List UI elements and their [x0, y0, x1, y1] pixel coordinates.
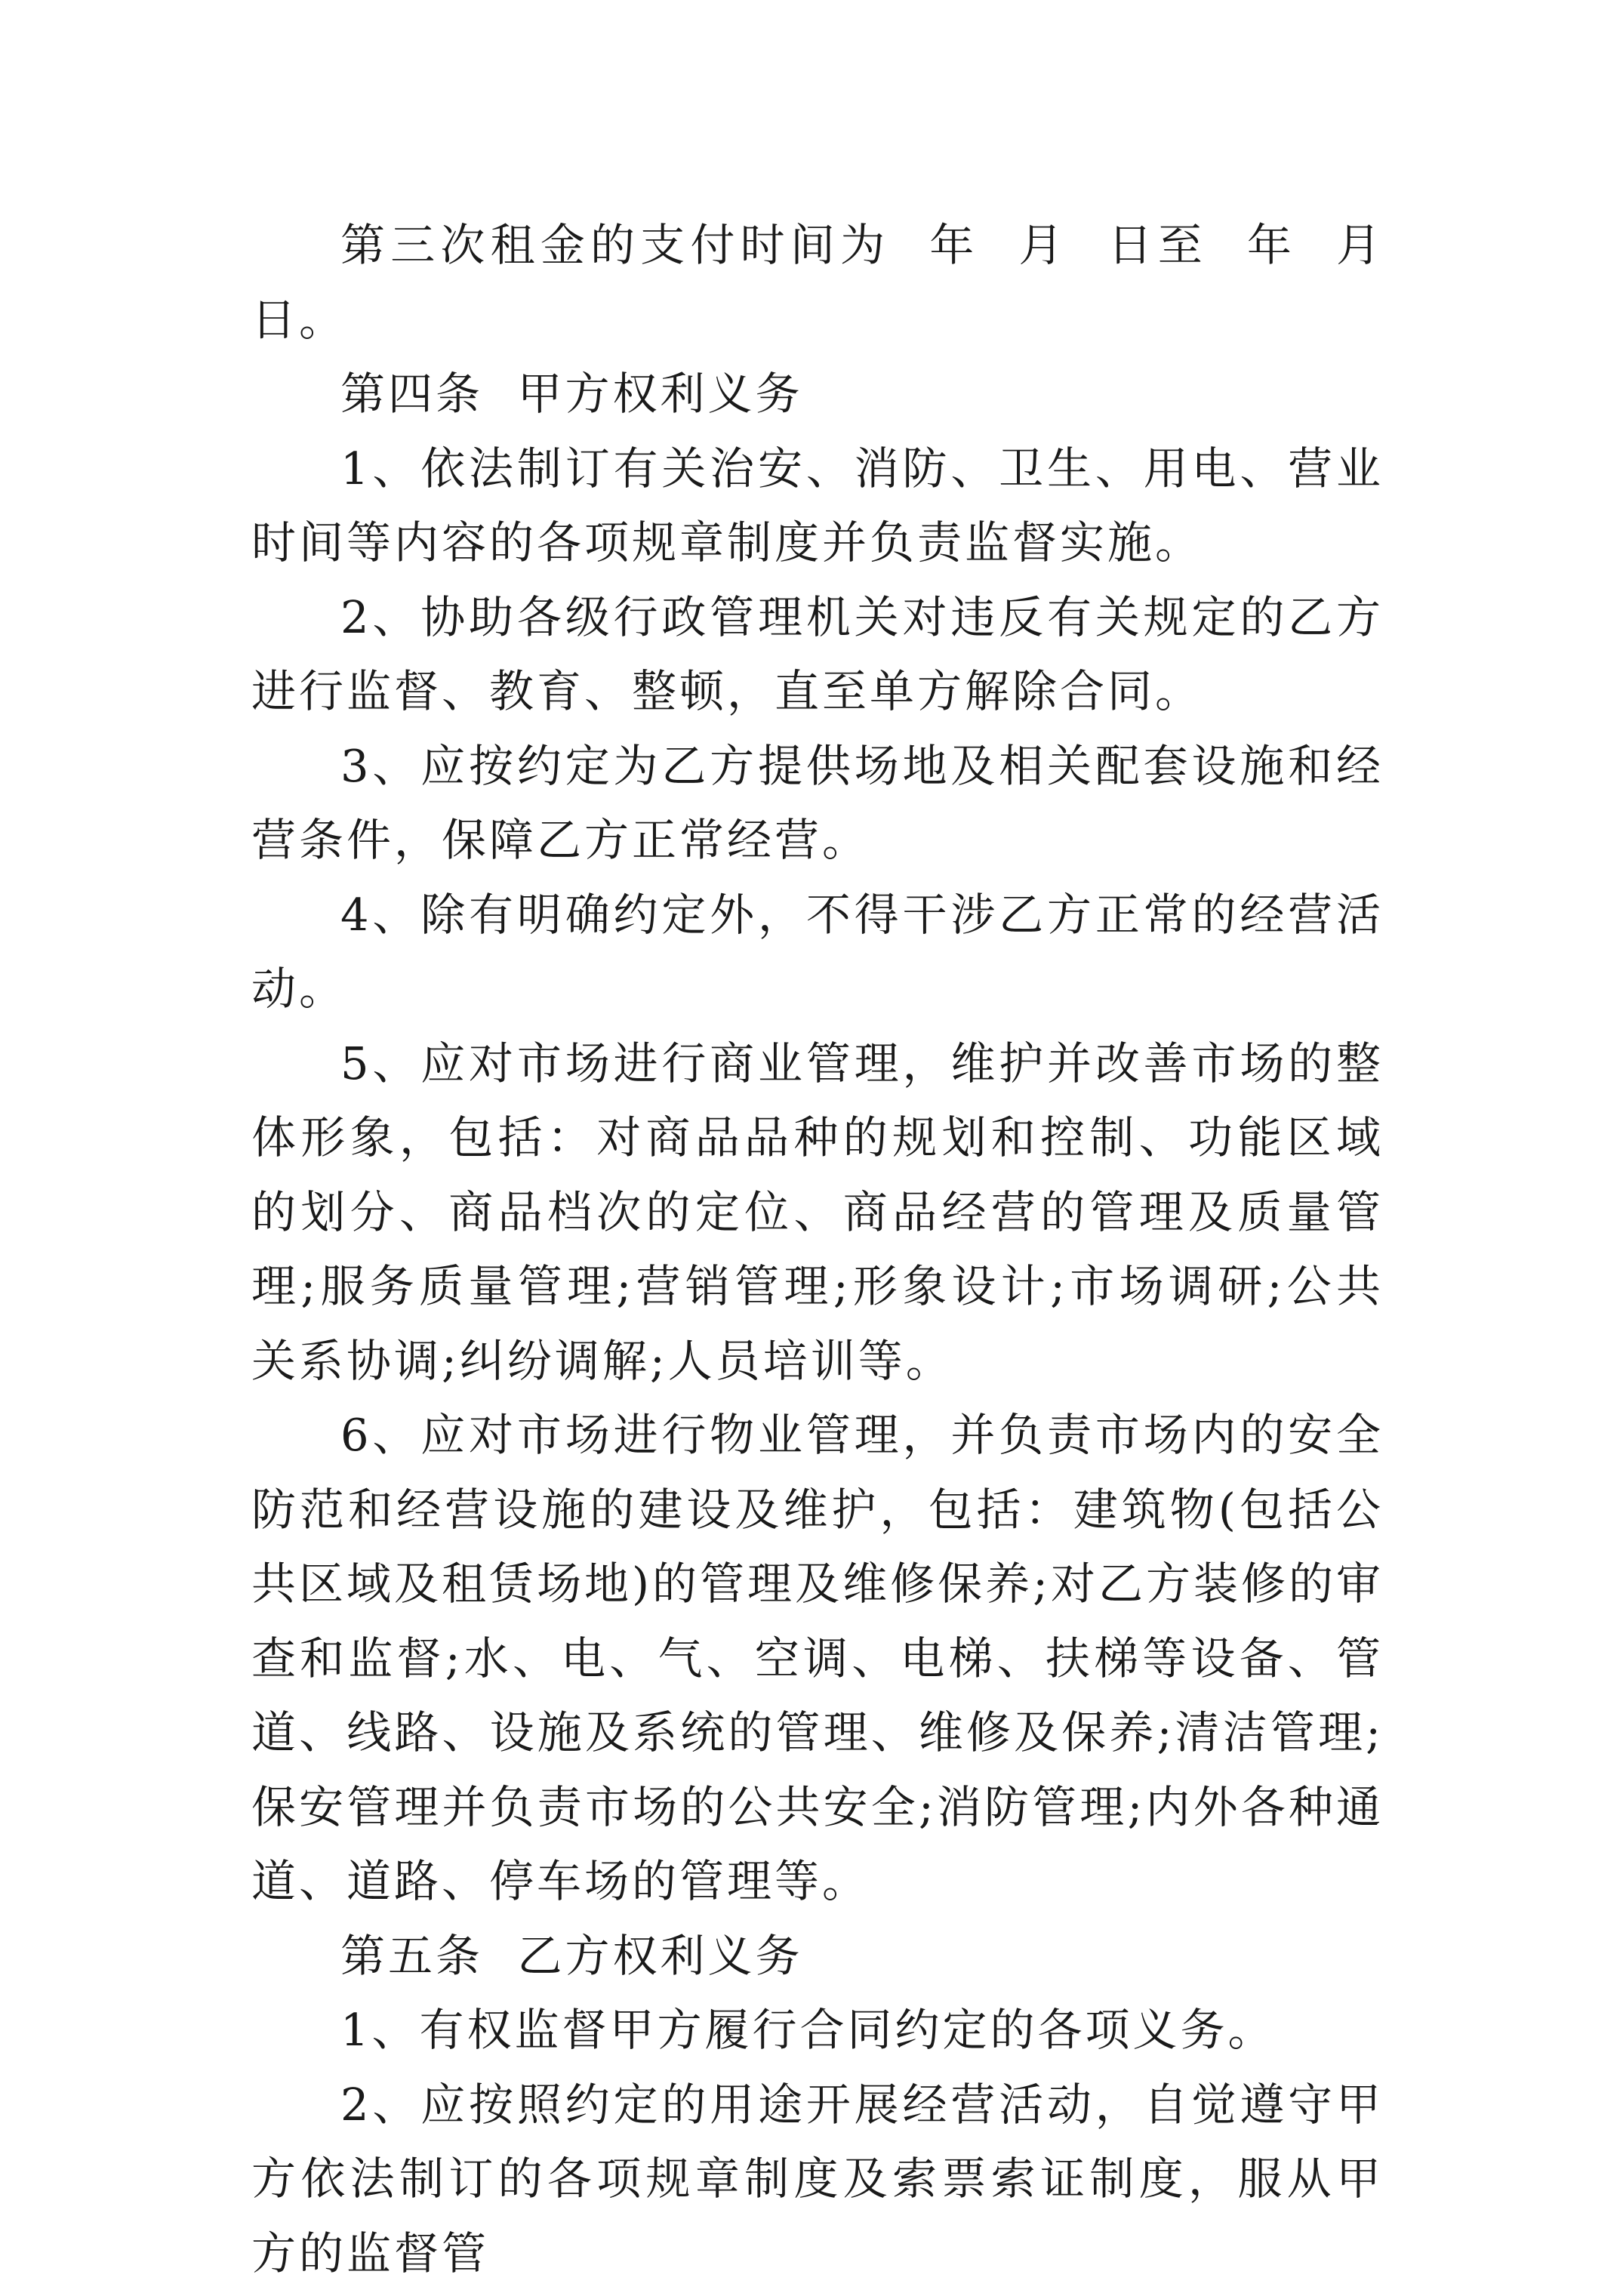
document-body [251, 208, 1418, 2291]
article-5-clause-1: 1、有权监督甲方履行合同约定的各项义务。 [340, 2004, 1276, 2056]
article-5-heading: 第五条 乙方权利义务 [340, 1929, 803, 1982]
article-4-clause-5: 5、应对市场进行商业管理，维护并改善市场的整体形象，包括：对商品品种的规划和控制、功能区域的划分、商品档次的定位、商品经营的管理及质量管理;服务质量管理;营销管理;形象设计;市场调研;公共关系协调;纠纷调解;人员培训等。 [251, 1037, 1384, 1387]
article-4-heading: 第四条 甲方权利义务 [340, 368, 803, 420]
article-4-clause-4: 4、除有明确约定外，不得干涉乙方正常的经营活动。 [251, 888, 1384, 1015]
article-4-clause-1: 1、依法制订有关治安、消防、卫生、用电、营业时间等内容的各项规章制度并负责监督实施。 [251, 442, 1384, 569]
article-4-clause-3: 3、应按约定为乙方提供场地及相关配套设施和经营条件，保障乙方正常经营。 [251, 739, 1384, 866]
article-4-clause-6: 6、应对市场进行物业管理，并负责市场内的安全防范和经营设施的建设及维护，包括：建筑物(包括公共区域及租赁场地)的管理及维修保养;对乙方装修的审查和监督;水、电、气、空调、电梯、扶梯等设备、管道、线路、设施及系统的管理、维修及保养;清洁管理;保安管理并负责市场的公共安全;消防管理;内外各种通道、道路、停车场的管理等。 [251, 1409, 1384, 1907]
rent-payment-paragraph: 第三次租金的支付时间为 年 月 日至 年 月 日。 [251, 219, 1418, 346]
article-5-clause-2: 2、应按照约定的用途开展经营活动，自觉遵守甲方依法制订的各项规章制度及索票索证制度，服从甲方的监督管 [251, 2078, 1384, 2279]
article-4-clause-2: 2、协助各级行政管理机关对违反有关规定的乙方进行监督、教育、整顿，直至单方解除合同。 [251, 590, 1384, 717]
